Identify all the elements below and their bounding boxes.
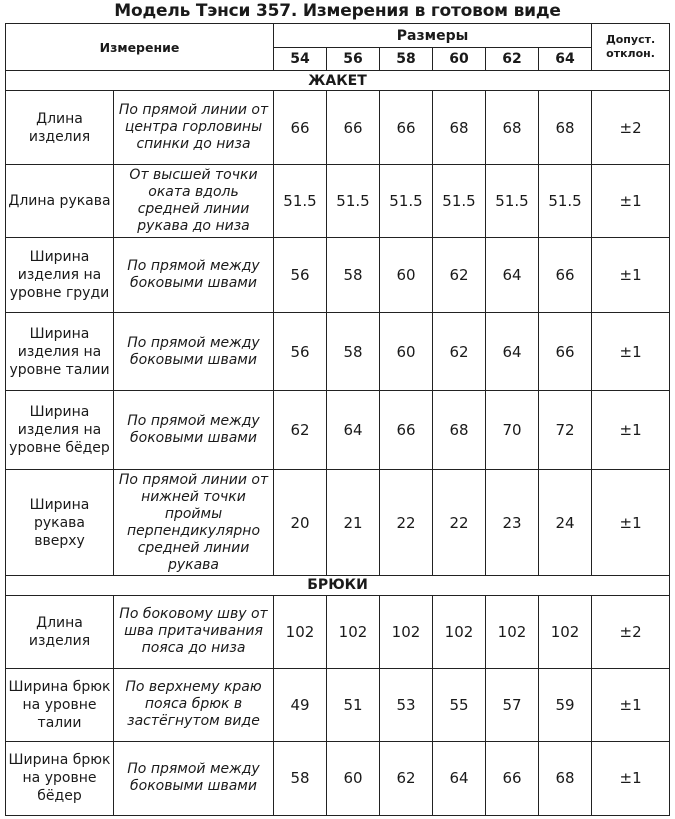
measure-name: Ширина брюк на уровне талии	[6, 668, 114, 741]
size-value: 66	[380, 391, 433, 470]
size-value: 59	[539, 668, 592, 741]
size-value: 68	[433, 391, 486, 470]
size-value: 68	[486, 91, 539, 165]
header-sizes: Размеры	[274, 24, 592, 48]
measure-method: По прямой между боковыми швами	[114, 391, 274, 470]
tolerance-value: ±2	[592, 91, 670, 165]
size-value: 22	[433, 470, 486, 575]
size-value: 68	[539, 91, 592, 165]
size-value: 60	[380, 238, 433, 313]
table-row	[6, 595, 670, 668]
measure-name: Ширина изделия на уровне груди	[6, 238, 114, 313]
size-value: 66	[539, 313, 592, 391]
size-value: 51.5	[274, 165, 327, 238]
size-value: 64	[486, 313, 539, 391]
size-value: 102	[433, 595, 486, 668]
measure-method: По верхнему краю пояса брюк в застёгнутом виде	[114, 668, 274, 741]
tolerance-value: ±1	[592, 391, 670, 470]
size-value: 49	[274, 668, 327, 741]
size-value: 66	[274, 91, 327, 165]
size-value: 66	[327, 91, 380, 165]
size-value: 51.5	[327, 165, 380, 238]
tolerance-value: ±1	[592, 470, 670, 575]
size-value: 68	[539, 741, 592, 815]
table-row	[6, 668, 670, 741]
measure-method: От высшей точки оката вдоль средней линии рукава до низа	[114, 165, 274, 238]
measure-name: Ширина изделия на уровне бёдер	[6, 391, 114, 470]
size-value: 51.5	[380, 165, 433, 238]
section-header: БРЮКИ	[6, 575, 670, 595]
measure-name: Длина изделия	[6, 595, 114, 668]
size-value: 62	[380, 741, 433, 815]
size-value: 56	[274, 313, 327, 391]
size-value: 51.5	[433, 165, 486, 238]
section-header: ЖАКЕТ	[6, 71, 670, 91]
measure-name: Длина рукава	[6, 165, 114, 238]
size-value: 60	[380, 313, 433, 391]
size-value: 53	[380, 668, 433, 741]
measure-name: Длина изделия	[6, 91, 114, 165]
measure-method: По прямой линии от нижней точки проймы перпендикулярно средней линии рукава	[114, 470, 274, 575]
header-measure: Измерение	[6, 24, 274, 71]
size-value: 64	[433, 741, 486, 815]
tolerance-value: ±2	[592, 595, 670, 668]
size-value: 102	[327, 595, 380, 668]
tolerance-value: ±1	[592, 741, 670, 815]
size-value: 68	[433, 91, 486, 165]
measure-method: По прямой между боковыми швами	[114, 313, 274, 391]
tolerance-value: ±1	[592, 165, 670, 238]
size-value: 57	[486, 668, 539, 741]
tolerance-value: ±1	[592, 313, 670, 391]
size-value: 66	[486, 741, 539, 815]
size-value: 58	[274, 741, 327, 815]
size-value: 51.5	[539, 165, 592, 238]
size-value: 64	[486, 238, 539, 313]
table-row	[6, 391, 670, 470]
size-value: 102	[486, 595, 539, 668]
size-value: 70	[486, 391, 539, 470]
page-title: Модель Тэнси 357. Измерения в готовом виде	[114, 1, 561, 21]
size-value: 55	[433, 668, 486, 741]
measure-name: Ширина рукава вверху	[6, 470, 114, 575]
size-value: 51.5	[486, 165, 539, 238]
size-value: 62	[274, 391, 327, 470]
size-value: 58	[327, 313, 380, 391]
measure-method: По прямой между боковыми швами	[114, 741, 274, 815]
header-size: 64	[539, 48, 592, 71]
size-value: 62	[433, 313, 486, 391]
size-value: 102	[380, 595, 433, 668]
size-value: 102	[274, 595, 327, 668]
header-size: 56	[327, 48, 380, 71]
header-size: 54	[274, 48, 327, 71]
table-row	[6, 313, 670, 391]
size-value: 24	[539, 470, 592, 575]
size-value: 66	[380, 91, 433, 165]
table-row	[6, 741, 670, 815]
tolerance-value: ±1	[592, 238, 670, 313]
size-value: 60	[327, 741, 380, 815]
table-row	[6, 238, 670, 313]
size-value: 51	[327, 668, 380, 741]
size-value: 58	[327, 238, 380, 313]
measure-name: Ширина изделия на уровне талии	[6, 313, 114, 391]
measure-name: Ширина брюк на уровне бёдер	[6, 741, 114, 815]
tolerance-value: ±1	[592, 668, 670, 741]
header-size: 60	[433, 48, 486, 71]
measure-method: По прямой линии от центра горловины спинки до низа	[114, 91, 274, 165]
header-tolerance: Допуст. отклон.	[592, 24, 670, 71]
size-value: 22	[380, 470, 433, 575]
table-row	[6, 165, 670, 238]
header-size: 62	[486, 48, 539, 71]
measurements-table	[5, 23, 670, 816]
size-value: 64	[327, 391, 380, 470]
measure-method: По прямой между боковыми швами	[114, 238, 274, 313]
table-body	[6, 71, 670, 816]
size-value: 23	[486, 470, 539, 575]
size-value: 21	[327, 470, 380, 575]
size-value: 56	[274, 238, 327, 313]
size-value: 20	[274, 470, 327, 575]
size-value: 102	[539, 595, 592, 668]
measure-method: По боковому шву от шва притачивания пояса до низа	[114, 595, 274, 668]
size-value: 72	[539, 391, 592, 470]
header-size: 58	[380, 48, 433, 71]
table-row	[6, 91, 670, 165]
size-value: 66	[539, 238, 592, 313]
size-value: 62	[433, 238, 486, 313]
table-row	[6, 470, 670, 575]
